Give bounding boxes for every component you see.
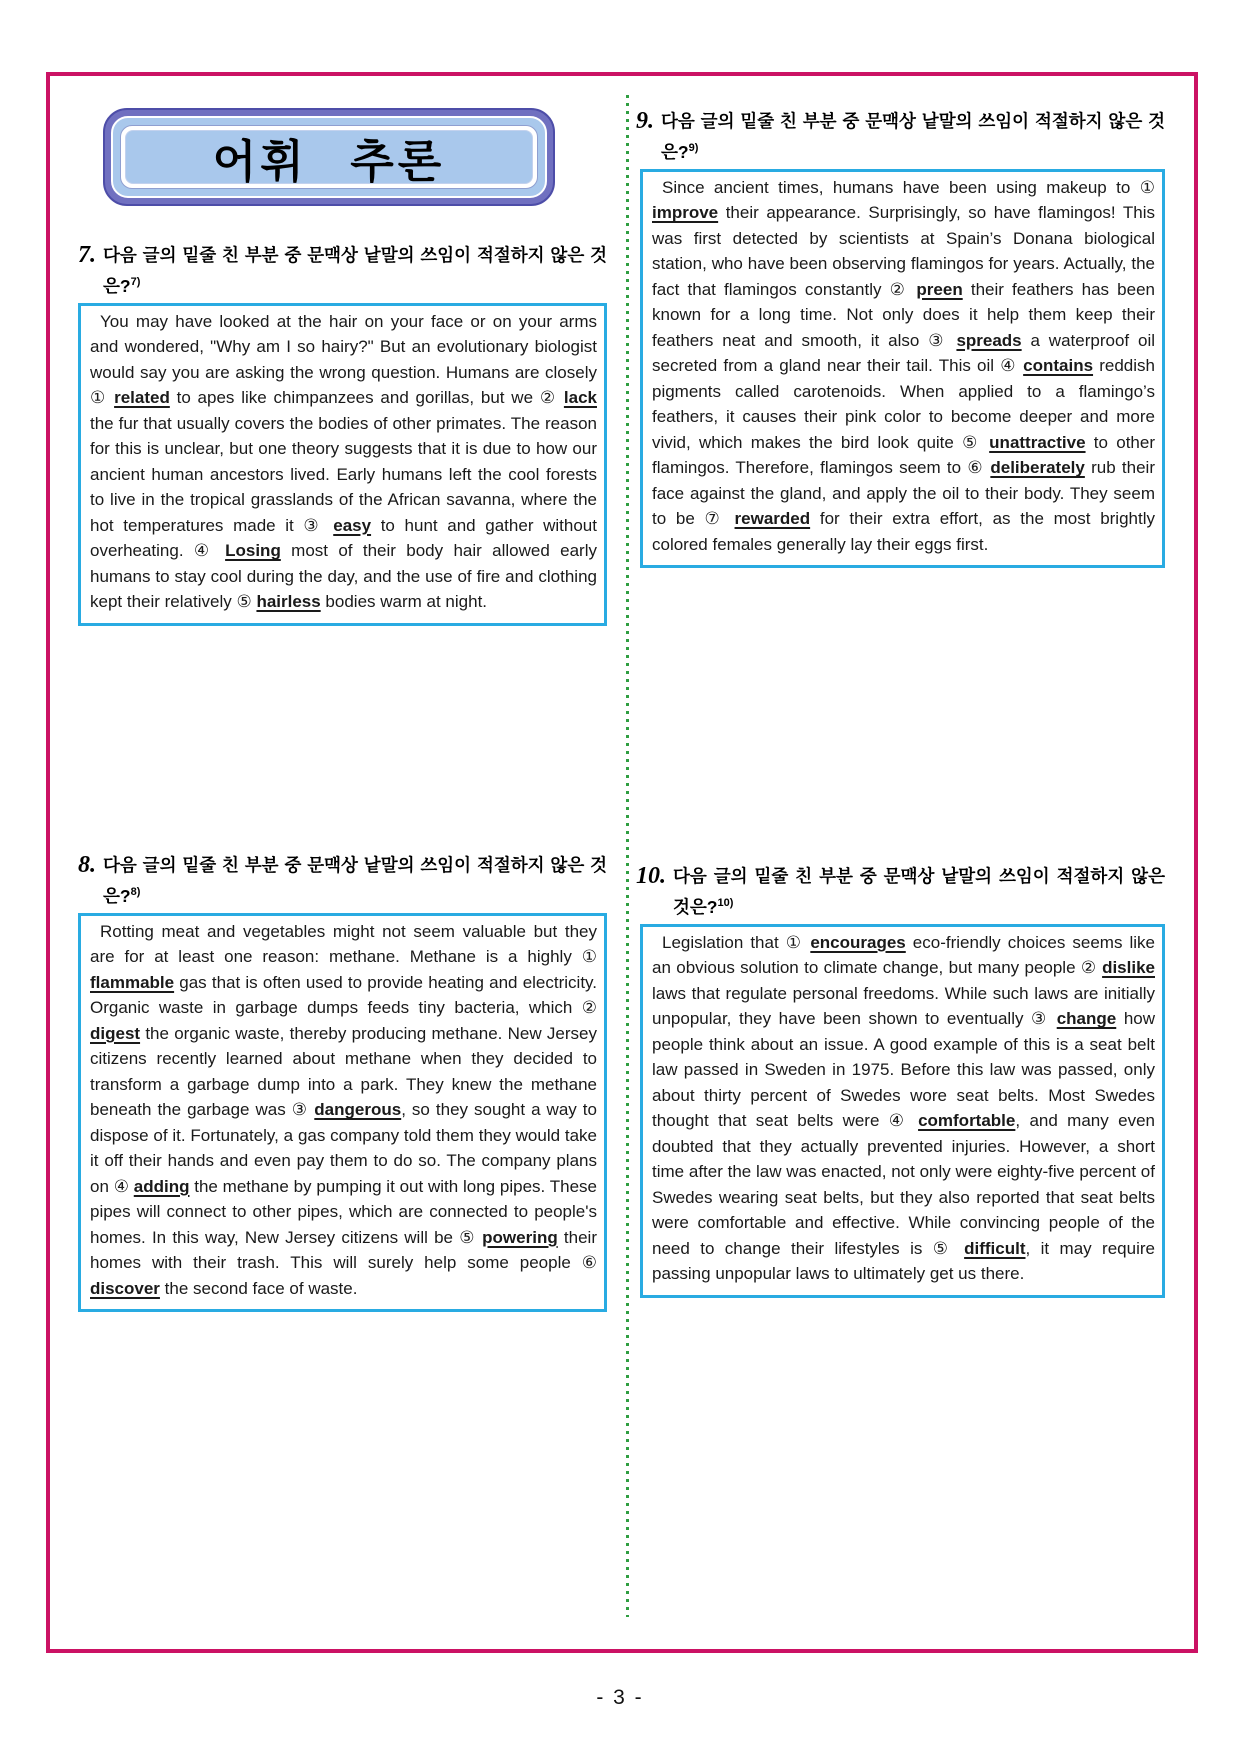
question-prompt-text: 다음 글의 밑줄 친 부분 중 문맥상 낱말의 쓰임이 적절하지 않은 것은? [673, 866, 1165, 917]
question-8 [78, 852, 607, 1312]
question-prompt [103, 852, 607, 910]
option-word: adding [133, 1176, 190, 1196]
question-10 [636, 863, 1165, 1298]
option-word: flammable [90, 972, 175, 992]
option-circle-number: ③ [291, 1100, 309, 1120]
option-word: easy [333, 515, 372, 535]
option-circle-number: ⑤ [962, 432, 981, 452]
passage-text: Since ancient times, humans have been using makeup to ① improve their appearance. Surprisingly, so have flamingos! This was first detected by scientists at Spain’s Donana biological station, who have been observing flamingos for years. Actually, the fact that flamingos constantly ② preen their feathers has been known for a long time. Not only does it help them keep their feathers neat and smooth, it also ③ spreads a waterproof oil secreted from a gland near their tail. This oil ④ contains reddish pigments called carotenoids. When applied to a flamingo’s feathers, it causes their pink color to become deeper and more vivid, which makes the bird look quite ⑤ unattractive to other flamingos. Therefore, flamingos seem to ⑥ deliberately rub their face against the gland, and apply the oil to their body. They seem to be ⑦ rewarded for their extra effort, as the most brightly colored females generally lay their eggs first. [652, 177, 1155, 554]
title-box-middle-ring [111, 116, 547, 198]
question-prompt-text: 다음 글의 밑줄 친 부분 중 문맥상 낱말의 쓰임이 적절하지 않은 것은? [103, 245, 607, 296]
passage-box [640, 169, 1165, 569]
passage-text: You may have looked at the hair on your face or on your arms and wondered, "Why am I so hairy?" But an evolutionary biologist would say you are asking the wrong question. Humans are closely ① related to apes like chimpanzees and gorillas, but we ② lack the fur that usually covers the bodies of other primates. The reason for this is unclear, but one theory suggests that it is due to how our ancient human ancestors lived. Early humans left the cool forests to live in the tropical grasslands of the African savanna, where the hot temperatures made it ③ easy to hunt and gather without overheating. ④ Losing most of their body hair allowed early humans to stay cool during the day, and the use of fire and clothing kept their relatively ⑤ hairless bodies warm at night. [90, 311, 597, 612]
question-prompt [661, 108, 1165, 166]
option-word: unattractive [989, 432, 1086, 452]
option-circle-number: ④ [193, 541, 215, 561]
option-circle-number: ④ [888, 1111, 909, 1131]
option-circle-number: ② [539, 388, 558, 408]
question-prompt [103, 242, 607, 300]
option-circle-number: ⑦ [704, 509, 725, 529]
question-prompt [673, 863, 1165, 921]
option-word: hairless [256, 592, 321, 612]
title-box-outer-ring [103, 108, 555, 206]
option-circle-number: ④ [1000, 356, 1017, 376]
passage-text: Legislation that ① encourages eco-friendly choices seems like an obvious solution to climate change, but many people ② dislike laws that regulate personal freedoms. While such laws are initially unpopular, they have been shown to eventually ③ change how people think about an issue. A good example of this is a seat belt law passed in Sweden in 1975. Before this law was passed, only about thirty percent of Swedes wore seat belts. Most Swedes thought that seat belts were ④ comfortable, and many even doubted that they actually prevented injuries. However, a short time after the law was enacted, not only were eighty-five percent of Swedes wearing seat belts, but they also reported that seat belts were comfortable and effective. While convincing people of the need to change their lifestyles is ⑤ difficult, it may require passing unpopular laws to ultimately get us there. [652, 932, 1155, 1284]
option-word: related [114, 388, 170, 408]
question-number: 9. [636, 108, 654, 134]
option-word: difficult [964, 1238, 1026, 1258]
option-word: digest [90, 1023, 141, 1043]
passage-box [78, 913, 607, 1313]
option-circle-number: ⑥ [581, 1253, 597, 1273]
section-title-box [103, 108, 555, 206]
option-word: discover [90, 1278, 160, 1298]
option-circle-number: ① [1139, 177, 1155, 197]
title-box-white-ring [120, 125, 538, 189]
option-circle-number: ② [889, 279, 909, 299]
question-prompt-text: 다음 글의 밑줄 친 부분 중 문맥상 낱말의 쓰임이 적절하지 않은 것은? [103, 855, 607, 906]
option-word: improve [652, 203, 719, 223]
option-circle-number: ③ [1031, 1009, 1050, 1029]
question-header [636, 108, 1165, 166]
option-word: spreads [956, 330, 1022, 350]
question-number: 7. [78, 242, 96, 268]
section-title: 어휘 추론 [125, 130, 533, 184]
option-word: lack [563, 388, 597, 408]
question-7 [78, 242, 607, 626]
option-circle-number: ③ [928, 330, 948, 350]
option-word: Losing [225, 541, 281, 561]
option-circle-number: ② [1080, 958, 1097, 978]
footnote-marker: 10) [717, 897, 734, 909]
question-prompt-text: 다음 글의 밑줄 친 부분 중 문맥상 낱말의 쓰임이 적절하지 않은 것은? [661, 111, 1165, 162]
option-circle-number: ③ [303, 515, 324, 535]
option-circle-number: ① [90, 388, 108, 408]
question-9 [636, 108, 1165, 568]
passage-box [78, 303, 607, 626]
option-word: contains [1023, 356, 1094, 376]
option-circle-number: ④ [113, 1176, 129, 1196]
option-circle-number: ⑤ [932, 1238, 954, 1258]
option-circle-number: ⑤ [236, 592, 252, 612]
question-header [78, 852, 607, 910]
option-word: change [1056, 1009, 1117, 1029]
option-word: dangerous [314, 1100, 402, 1120]
option-circle-number: ⑤ [459, 1227, 476, 1247]
option-word: encourages [810, 932, 906, 952]
footnote-marker: 9) [688, 142, 699, 154]
passage-text: Rotting meat and vegetables might not seem valuable but they are for at least one reason: methane. Methane is a highly ① flammable gas that is often used to provide heating and electricity. Organic waste in garbage dumps feeds tiny bacteria, which ② digest the organic waste, thereby producing methane. New Jersey citizens recently learned about methane when they decided to transform a garbage dump into a park. They knew the methane beneath the garbage was ③ dangerous, so they sought a way to dispose of it. Fortunately, a gas company told them they would take it off their hands and even pay them to do so. The company plans on ④ adding the methane by pumping it out with long pipes. These pipes will connect to other pipes, which are connected to people's homes. In this way, New Jersey citizens will be ⑤ powering their homes with their trash. This will surely help some people ⑥ discover the second face of waste. [90, 921, 597, 1298]
option-circle-number: ① [785, 932, 804, 952]
footnote-marker: 8) [130, 886, 141, 898]
option-word: powering [482, 1227, 558, 1247]
question-header [636, 863, 1165, 921]
question-header [78, 242, 607, 300]
page-number: - 3 - [596, 1686, 644, 1709]
option-word: comfortable [918, 1111, 1016, 1131]
option-word: rewarded [734, 509, 811, 529]
option-circle-number: ② [581, 998, 597, 1018]
passage-box [640, 924, 1165, 1298]
question-number: 10. [636, 863, 666, 889]
option-circle-number: ⑥ [967, 458, 985, 478]
option-circle-number: ① [581, 947, 597, 967]
footnote-marker: 7) [130, 276, 141, 288]
option-word: preen [916, 279, 963, 299]
column-divider [626, 95, 629, 1617]
question-number: 8. [78, 852, 96, 878]
option-word: deliberately [990, 458, 1085, 478]
option-word: dislike [1102, 958, 1155, 978]
